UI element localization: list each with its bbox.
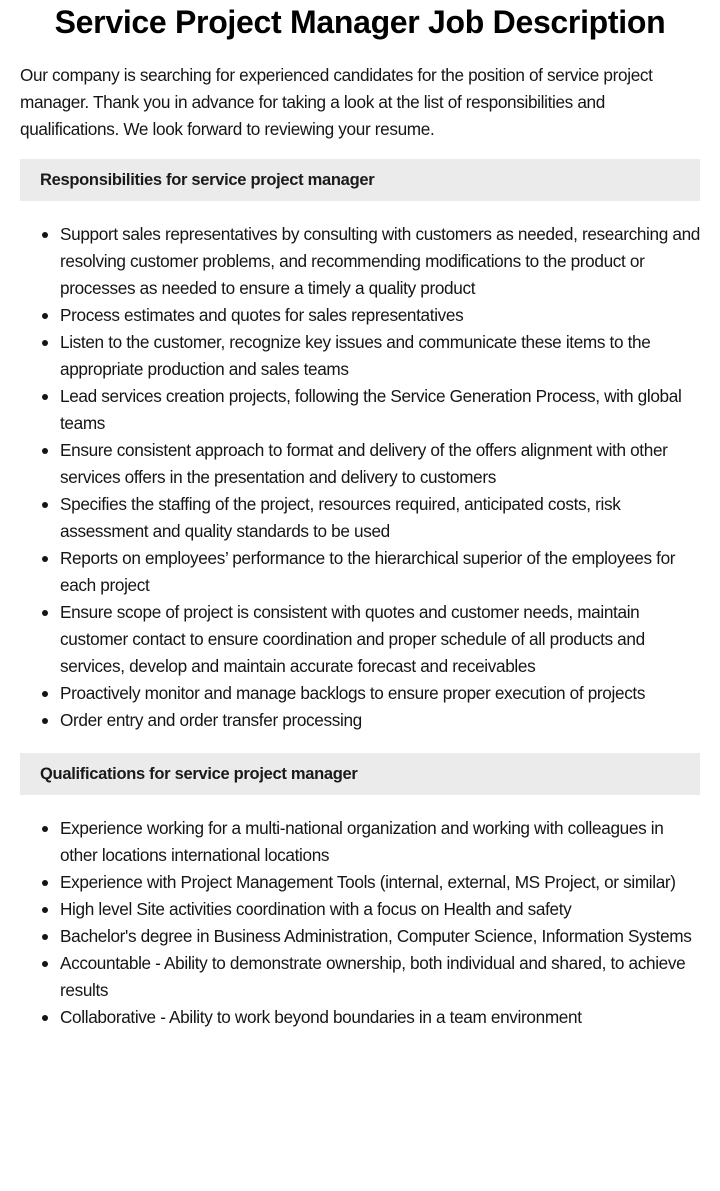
responsibilities-heading: Responsibilities for service project manager [20, 159, 700, 201]
responsibilities-list [20, 221, 700, 734]
list-item-text: Support sales representatives by consulting with customers as needed, researching and resolving customer problems, and recommending modifications to the product or processes as needed to ensure a timely a quality product [60, 224, 700, 298]
list-item [20, 302, 700, 329]
list-item [20, 815, 700, 869]
list-item-text: Experience with Project Management Tools (internal, external, MS Project, or similar) [60, 872, 676, 892]
list-item [20, 869, 700, 896]
list-item-text: Lead services creation projects, following the Service Generation Process, with global teams [60, 386, 682, 433]
list-item-text: Reports on employees’ performance to the hierarchical superior of the employees for each project [60, 548, 676, 595]
bullet-icon [42, 907, 48, 913]
list-item-text: Listen to the customer, recognize key issues and communicate these items to the appropriate production and sales teams [60, 332, 651, 379]
qualifications-list [20, 815, 700, 1031]
list-item [20, 1004, 700, 1031]
page-title: Service Project Manager Job Description [54, 4, 666, 40]
list-item [20, 545, 700, 599]
bullet-icon [42, 394, 48, 400]
list-item-text: Ensure consistent approach to format and delivery of the offers alignment with other services offers in the presentation and delivery to customers [60, 440, 668, 487]
list-item-text: Ensure scope of project is consistent with quotes and customer needs, maintain customer contact to ensure coordination and proper schedule of all products and services, develop and maintain accurate forecast and receivables [60, 602, 645, 676]
list-item-text: Accountable - Ability to demonstrate ownership, both individual and shared, to achieve results [60, 953, 686, 1000]
bullet-icon [42, 556, 48, 562]
bullet-icon [42, 961, 48, 967]
bullet-icon [42, 826, 48, 832]
list-item-text: Bachelor's degree in Business Administration, Computer Science, Information Systems [60, 926, 692, 946]
bullet-icon [42, 1015, 48, 1021]
list-item [20, 599, 700, 680]
list-item [20, 923, 700, 950]
list-item-text: Collaborative - Ability to work beyond boundaries in a team environment [60, 1007, 582, 1027]
bullet-icon [42, 880, 48, 886]
list-item [20, 221, 700, 302]
list-item [20, 707, 700, 734]
qualifications-heading: Qualifications for service project manager [20, 753, 700, 795]
list-item [20, 896, 700, 923]
list-item-text: Proactively monitor and manage backlogs to ensure proper execution of projects [60, 683, 646, 703]
list-item [20, 950, 700, 1004]
bullet-icon [42, 718, 48, 724]
list-item [20, 383, 700, 437]
list-item [20, 329, 700, 383]
bullet-icon [42, 610, 48, 616]
list-item-text: Experience working for a multi-national organization and working with colleagues in other locations international locations [60, 818, 664, 865]
bullet-icon [42, 232, 48, 238]
bullet-icon [42, 313, 48, 319]
list-item-text: Specifies the staffing of the project, resources required, anticipated costs, risk assessment and quality standards to be used [60, 494, 621, 541]
bullet-icon [42, 691, 48, 697]
list-item [20, 680, 700, 707]
intro-paragraph: Our company is searching for experienced candidates for the position of service project manager. Thank you in advance for taking a look at the list of responsibilities and qualifications. We look forward to reviewing your resume. [20, 65, 653, 139]
bullet-icon [42, 934, 48, 940]
list-item-text: Order entry and order transfer processing [60, 710, 362, 730]
list-item [20, 437, 700, 491]
list-item [20, 491, 700, 545]
bullet-icon [42, 502, 48, 508]
list-item-text: High level Site activities coordination with a focus on Health and safety [60, 899, 572, 919]
bullet-icon [42, 340, 48, 346]
list-item-text: Process estimates and quotes for sales representatives [60, 305, 464, 325]
bullet-icon [42, 448, 48, 454]
